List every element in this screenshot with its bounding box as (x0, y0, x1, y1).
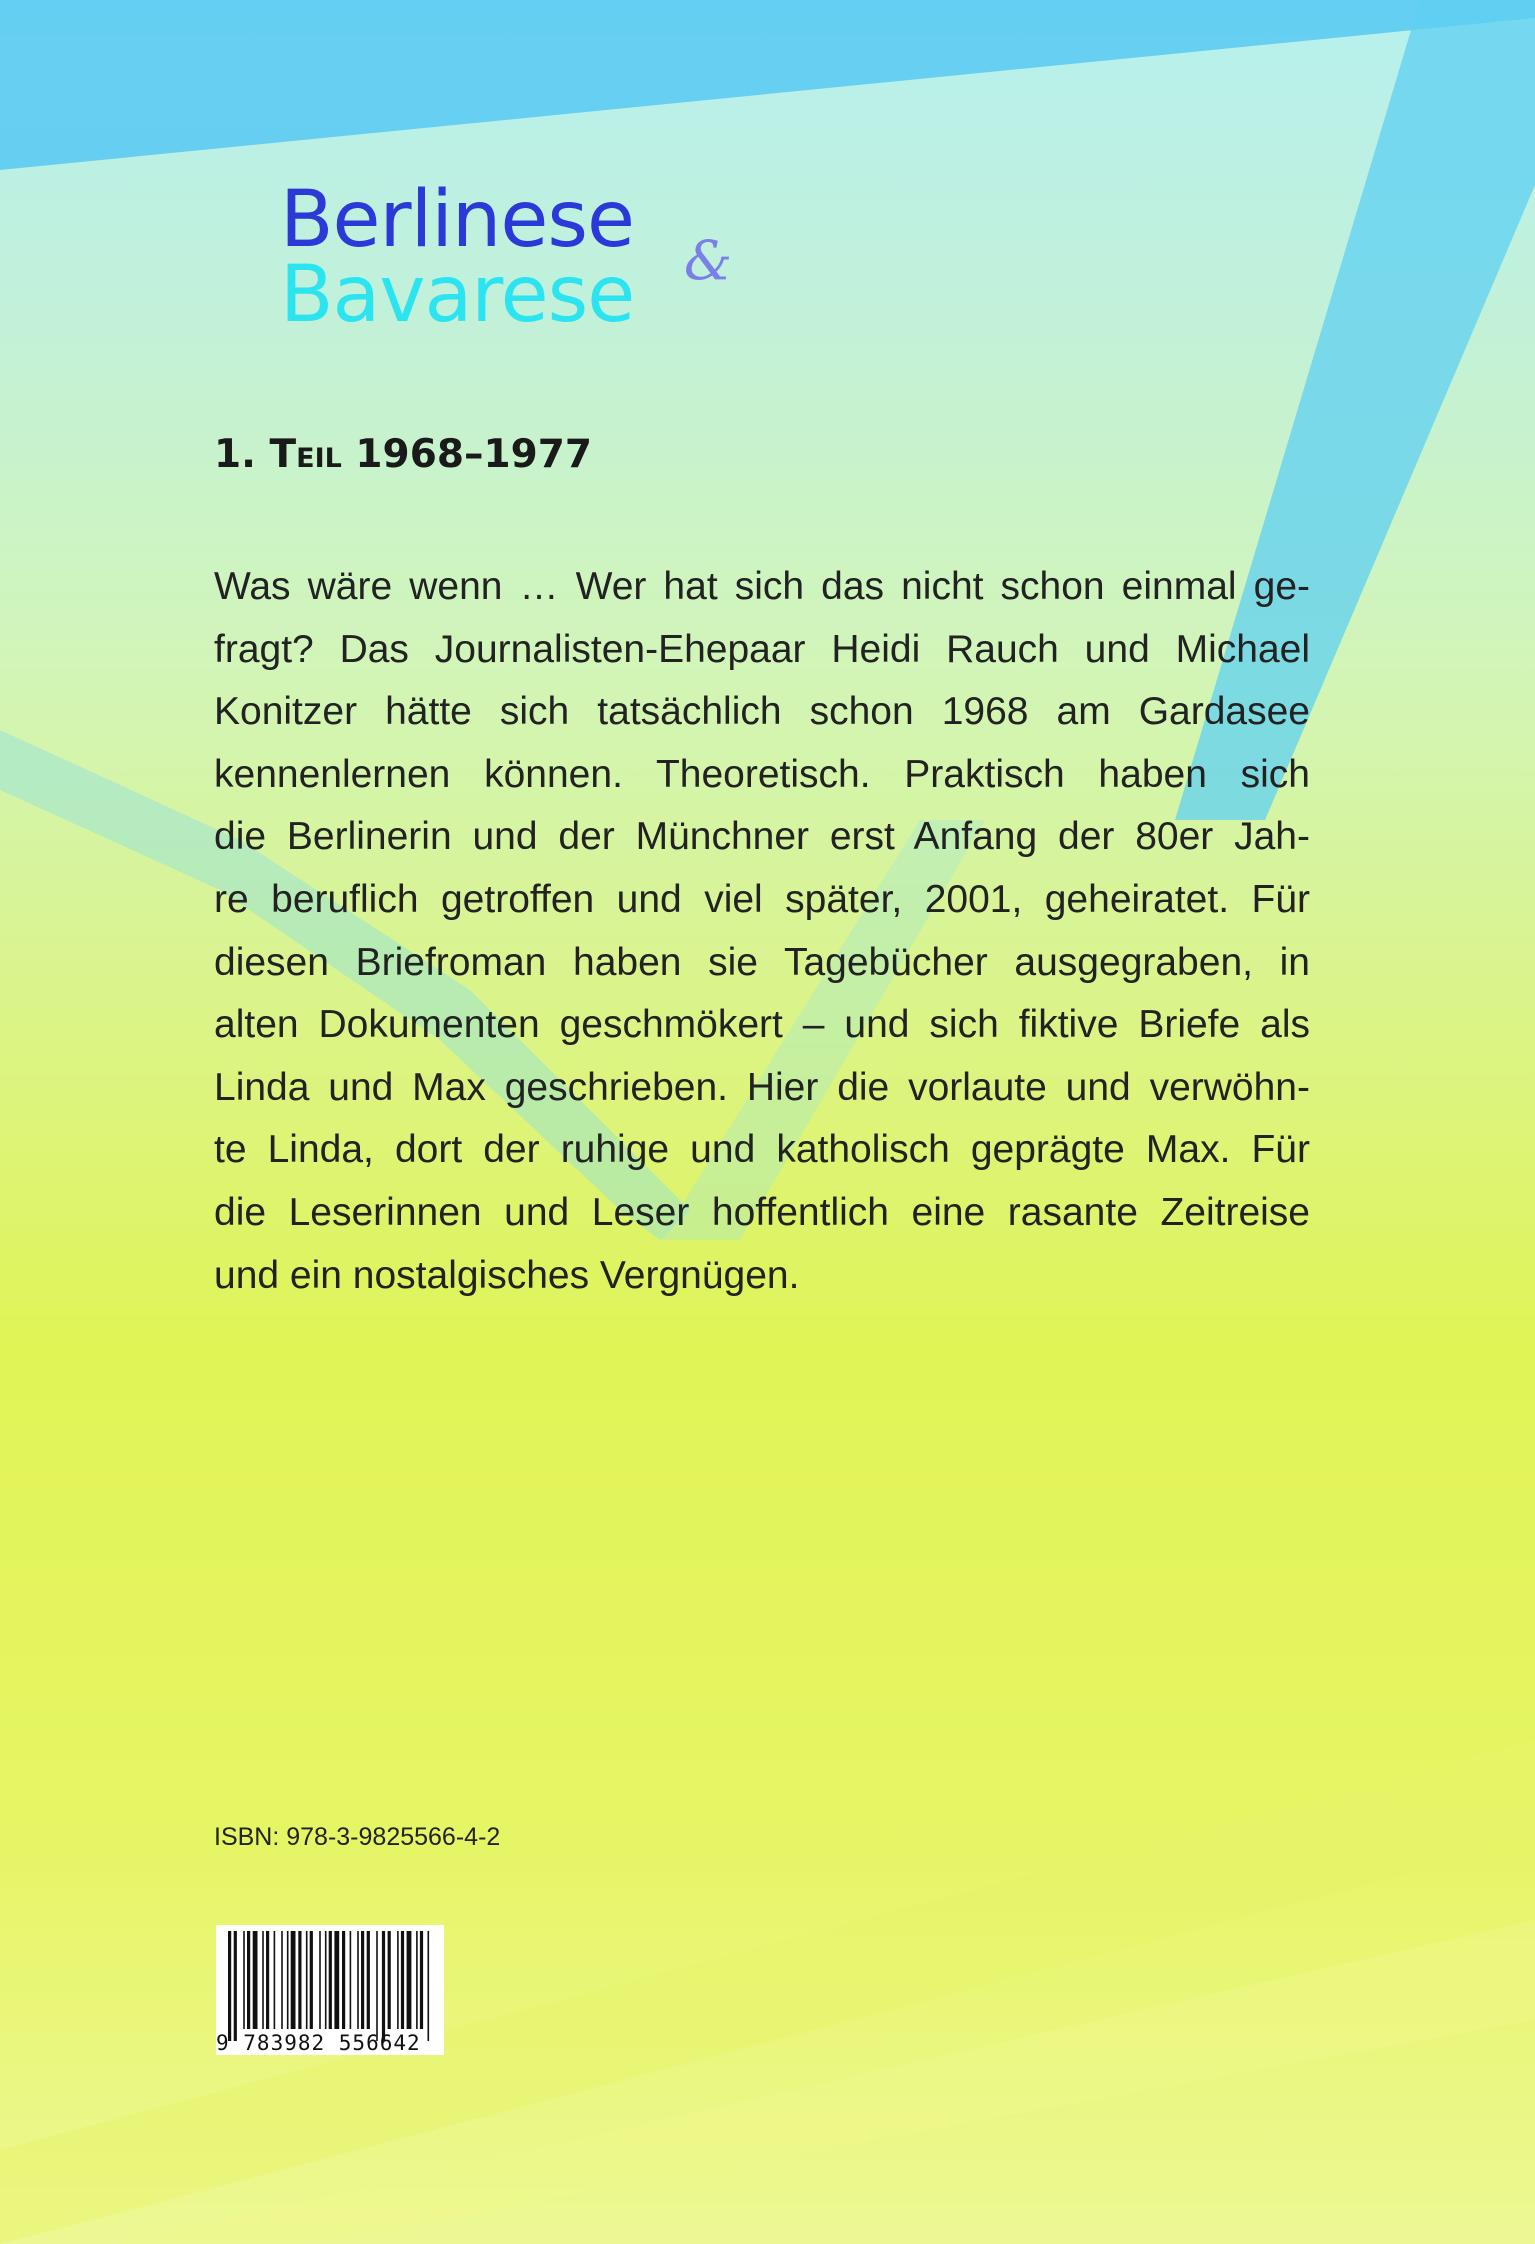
barcode-bar (266, 1931, 269, 2029)
barcode-bar (401, 1931, 404, 2029)
barcode-bar (274, 1931, 276, 2029)
barcode-bar (319, 1931, 321, 2029)
barcode-bar (420, 1931, 423, 2029)
part-number: 1. (214, 432, 256, 477)
book-title (280, 175, 760, 365)
blurb-line: fragt? Das Journalisten-Ehepaar Heidi Rauch und Michael (214, 627, 1310, 671)
barcode-bar (298, 1931, 301, 2029)
barcode-bar (253, 1931, 258, 2029)
barcode-bar (357, 1931, 359, 2029)
blurb-line: kennenlernen können. Theoretisch. Praktisch haben sich (214, 752, 1310, 796)
barcode-bar (329, 1931, 332, 2029)
isbn-label: ISBN: 978-3-9825566-4-2 (214, 1823, 501, 1851)
barcode-bar (281, 1931, 283, 2029)
title-line-bavarese: Bavarese (280, 250, 635, 340)
barcode-bar (428, 1931, 430, 2041)
barcode-bar (416, 1931, 418, 2029)
blurb-line: alten Dokumenten geschmökert – und sich fiktive Briefe als (214, 1003, 1310, 1047)
part-heading (214, 430, 592, 480)
blurb-text (214, 556, 1310, 1307)
barcode-bar (397, 1931, 399, 2029)
barcode-bar (247, 1931, 250, 2029)
barcode-bar (243, 1931, 245, 2029)
barcode-bar (234, 1931, 237, 2041)
barcode-bar (367, 1931, 370, 2029)
barcode-bar (310, 1931, 313, 2029)
blurb-line: und ein nostalgisches Vergnügen. (214, 1253, 800, 1297)
barcode-bar (306, 1931, 308, 2029)
barcode-bar (350, 1931, 352, 2029)
barcode-bar (228, 1931, 231, 2041)
barcode-bar (382, 1931, 385, 2041)
barcode-bar (361, 1931, 364, 2029)
blurb-line: diesen Briefroman haben sie Tagebücher ausgegraben, in (214, 940, 1310, 984)
blurb-line: Konitzer hätte sich tatsächlich schon 1968 am Gardasee (214, 690, 1310, 734)
part-word: Teil (269, 432, 342, 477)
barcode-bar (388, 1931, 391, 2029)
title-line-berlinese: Berlinese (280, 175, 634, 265)
blurb-line: Was wäre wenn … Wer hat sich das nicht schon einmal ge- (214, 565, 1310, 608)
barcode-bar (262, 1931, 264, 2029)
barcode-bar (407, 1931, 412, 2029)
barcode-bar (376, 1931, 378, 2041)
barcode-bar (334, 1931, 339, 2029)
blurb-line: te Linda, dort der ruhige und katholisch geprägte Max. Für (214, 1128, 1310, 1172)
blurb-line: Linda und Max geschrieben. Hier die vorlaute und verwöhn- (214, 1065, 1310, 1109)
blurb-line: die Berlinerin und der Münchner erst Anfang der 80er Jah- (214, 815, 1310, 859)
part-years: 1968–1977 (355, 432, 593, 477)
barcode-bar (325, 1931, 327, 2029)
blurb-line: re beruflich getroffen und viel später, 2001, geheiratet. Für (214, 877, 1310, 921)
title-ampersand: & (684, 229, 733, 292)
top-left-band (0, 0, 1535, 170)
blurb-line: die Leserinnen und Leser hoffentlich eine rasante Zeitreise (214, 1190, 1310, 1234)
barcode-bar (291, 1931, 296, 2029)
barcode-digits: 9 783982 556642 (216, 2031, 421, 2055)
barcode-bar (342, 1931, 345, 2029)
barcode-bar (287, 1931, 289, 2029)
